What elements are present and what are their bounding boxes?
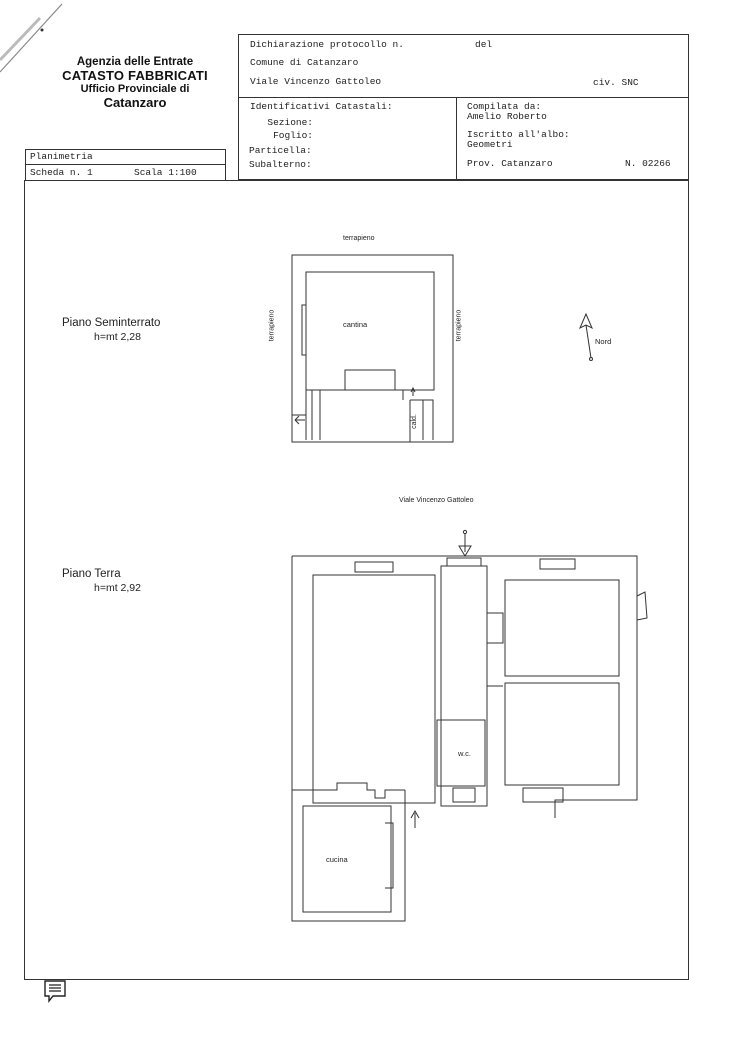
planimetria-label: Planimetria bbox=[30, 151, 93, 162]
terrapieno-right-label: terrapieno bbox=[455, 309, 463, 342]
comune-label: Comune di Catanzaro bbox=[250, 57, 359, 68]
terra-title: Piano Terra bbox=[62, 568, 121, 580]
wc-label: w.c. bbox=[458, 749, 471, 758]
ufficio-city: Catanzaro bbox=[103, 95, 167, 110]
seminterrato-title: Piano Seminterrato bbox=[62, 317, 161, 329]
provincia-label: Prov. Catanzaro bbox=[467, 158, 553, 169]
seminterrato-floorplan bbox=[285, 250, 463, 445]
north-label: Nord bbox=[595, 337, 612, 346]
compilatore-name: Amelio Roberto bbox=[467, 111, 547, 122]
terrapieno-left-label: terrapieno bbox=[268, 309, 276, 342]
scheda-divider bbox=[26, 164, 225, 165]
identificativi-label: Identificativi Catastali: bbox=[250, 101, 393, 112]
compilata-label: Compilata da: bbox=[467, 101, 542, 112]
terra-floorplan bbox=[285, 528, 655, 928]
scheda-box bbox=[25, 149, 226, 181]
address-label: Viale Vincenzo Gattoleo bbox=[250, 76, 382, 87]
scala-label: Scala 1:100 bbox=[134, 167, 197, 178]
seminterrato-height: h=mt 2,28 bbox=[94, 331, 141, 343]
foglio-label: Foglio: bbox=[273, 130, 313, 141]
sezione-label: Sezione: bbox=[267, 117, 313, 128]
scheda-number: Scheda n. 1 bbox=[30, 167, 93, 178]
terra-height: h=mt 2,92 bbox=[94, 582, 141, 594]
street-label: Viale Vincenzo Gattoleo bbox=[399, 497, 474, 504]
iscritto-label: Iscritto all'albo: bbox=[467, 129, 570, 140]
cantina-label: cantina bbox=[343, 320, 368, 329]
civico-label: civ. SNC bbox=[593, 77, 639, 88]
cucina-label: cucina bbox=[326, 855, 348, 864]
subalterno-label: Subalterno: bbox=[249, 159, 312, 170]
caldaia-label: cald. bbox=[410, 414, 418, 429]
del-label: del bbox=[475, 39, 493, 50]
albo-value: Geometri bbox=[467, 139, 513, 150]
ufficio-label: Ufficio Provinciale di bbox=[80, 83, 190, 95]
terrapieno-top-label: terrapieno bbox=[343, 235, 375, 242]
catasto-title: CATASTO FABBRICATI bbox=[62, 68, 208, 83]
agency-name: Agenzia delle Entrate bbox=[76, 56, 194, 68]
particella-label: Particella: bbox=[249, 145, 312, 156]
comment-icon[interactable] bbox=[43, 979, 69, 1003]
agency-block bbox=[50, 56, 220, 110]
header-divider bbox=[239, 97, 688, 98]
numero-albo: N. 02266 bbox=[625, 158, 671, 169]
header-box bbox=[238, 34, 689, 180]
header-vdivider bbox=[456, 97, 457, 179]
dichiarazione-label: Dichiarazione protocollo n. bbox=[250, 39, 404, 50]
